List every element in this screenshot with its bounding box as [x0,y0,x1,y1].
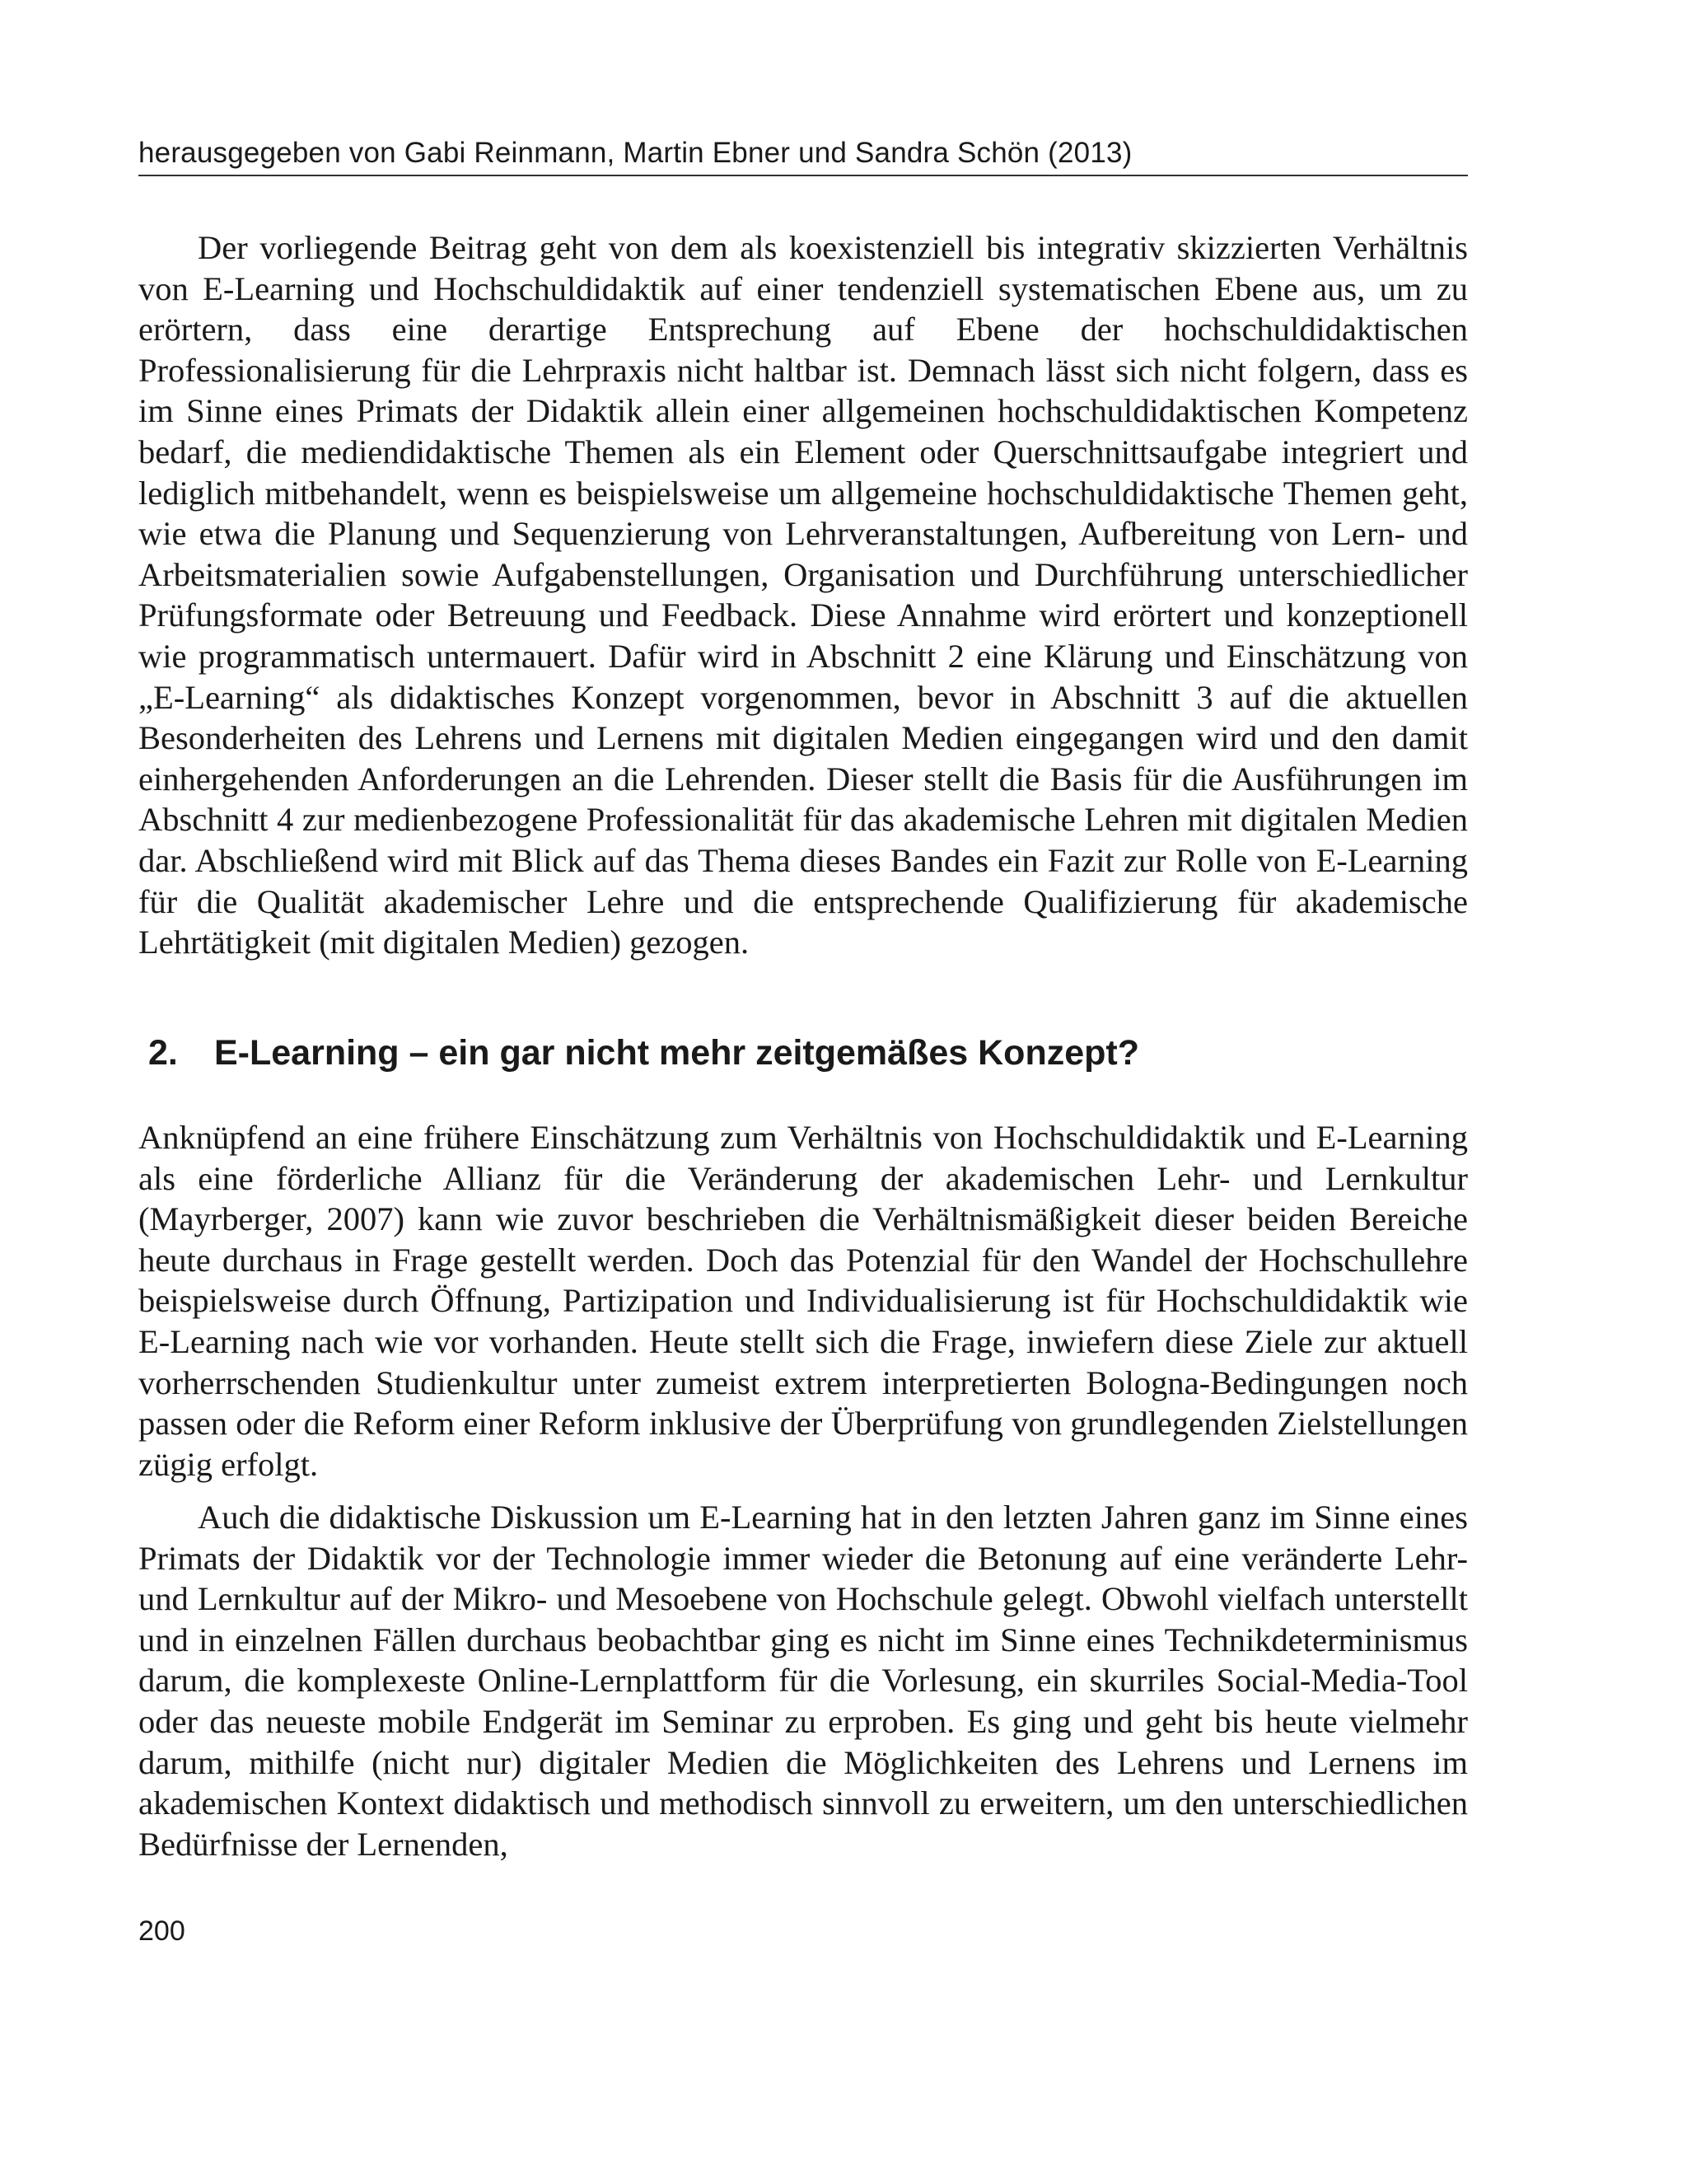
running-header: herausgegeben von Gabi Reinmann, Martin Ebner und Sandra Schön (2013) [138,135,1468,176]
page-number: 200 [138,1915,185,1947]
body-paragraph: Anknüpfend an eine frühere Einschätzung zum Verhältnis von Hochschuldidaktik und E-Learning als eine förderliche Allianz für die Veränderung der akademischen Lehr- und Lernkultur (Mayrberger, 2007) kann wie zuvor beschrieben die Verhältnismäßigkeit dieser beiden Bereiche heute durchaus in Frage gestellt werden. Doch das Potenzial für den Wandel der Hochschullehre beispielsweise durch Öffnung, Partizipation und Individualisierung ist für Hochschuldidaktik wie E-Learning nach wie vor vorhanden. Heute stellt sich die Frage, inwiefern diese Ziele zur aktuell vorherrschenden Studienkultur unter zumeist extrem interpretierten Bologna-Bedingungen noch passen oder die Reform einer Reform inklusive der Überprüfung von grundlegenden Zielstellungen zügig erfolgt. [138,1119,1468,1483]
section-number: 2. [148,1033,178,1073]
section-heading [148,1030,1466,1076]
body-paragraph: Der vorliegende Beitrag geht von dem als koexistenziell bis integrativ skizzierten Verhältnis von E-Learning und Hochschuldidaktik auf einer tendenziell systematischen Ebene aus, um zu erörtern, dass eine derartige Entsprechung auf Ebene der hochschuldidaktischen Professionalisierung für die Lehrpraxis nicht haltbar ist. Demnach lässt sich nicht folgern, dass es im Sinne eines Primats der Didaktik allein einer allgemeinen hochschuldidaktischen Kompetenz bedarf, die mediendidaktische Themen als ein Element oder Querschnittsaufgabe integriert und lediglich mitbehandelt, wenn es beispielsweise um allgemeine hochschuldidaktische Themen geht, wie etwa die Planung und Sequenzierung von Lehrveranstaltungen, Aufbereitung von Lern- und Arbeitsmaterialien sowie Aufgabenstellungen, Organisation und Durchführung unterschiedlicher Prüfungsformate oder Betreuung und Feedback. Diese Annahme wird erörtert und konzeptionell wie programmatisch untermauert. Dafür wird in Abschnitt 2 eine Klärung und Einschätzung von „E-Learning“ als didaktisches Konzept vorgenommen, bevor in Abschnitt 3 auf die aktuellen Besonderheiten des Lehrens und Lernens mit digitalen Medien eingegangen wird und den damit einhergehenden Anforderungen an die Lehrenden. Dieser stellt die Basis für die Ausführungen im Abschnitt 4 zur medienbezogene Professionalität für das akademische Lehren mit digitalen Medien dar. Abschließend wird mit Blick auf das Thema dieses Bandes ein Fazit zur Rolle von E-Learning für die Qualität akademischer Lehre und die entsprechende Qualifizierung für akademische Lehrtätigkeit (mit digitalen Medien) gezogen. [138,229,1468,961]
paragraph-block [138,1497,1468,1864]
body-paragraph: Auch die didaktische Diskussion um E-Learning hat in den letzten Jahren ganz im Sinne eines Primats der Didaktik vor der Technologie immer wieder die Betonung auf eine veränderte Lehr- und Lernkultur auf der Mikro- und Mesoebene von Hochschule gelegt. Obwohl vielfach unterstellt und in einzelnen Fällen durchaus beobachtbar ging es nicht im Sinne eines Technikdeterminismus darum, die komplexeste Online-Lernplattform für die Vorlesung, ein skurriles Social-Media-Tool oder das neueste mobile Endgerät im Seminar zu erproben. Es ging und geht bis heute vielmehr darum, mithilfe (nicht nur) digitaler Medien die Möglichkeiten des Lehrens und Lernens im akademischen Kontext didaktisch und methodisch sinnvoll zu erweitern, um den unterschiedlichen Bedürfnisse der Lernenden, [138,1499,1468,1863]
document-page [138,0,1468,2184]
paragraph-block [138,227,1468,963]
paragraph-block [138,1117,1468,1485]
section-title: E-Learning – ein gar nicht mehr zeitgemäßes Konzept? [214,1033,1139,1073]
